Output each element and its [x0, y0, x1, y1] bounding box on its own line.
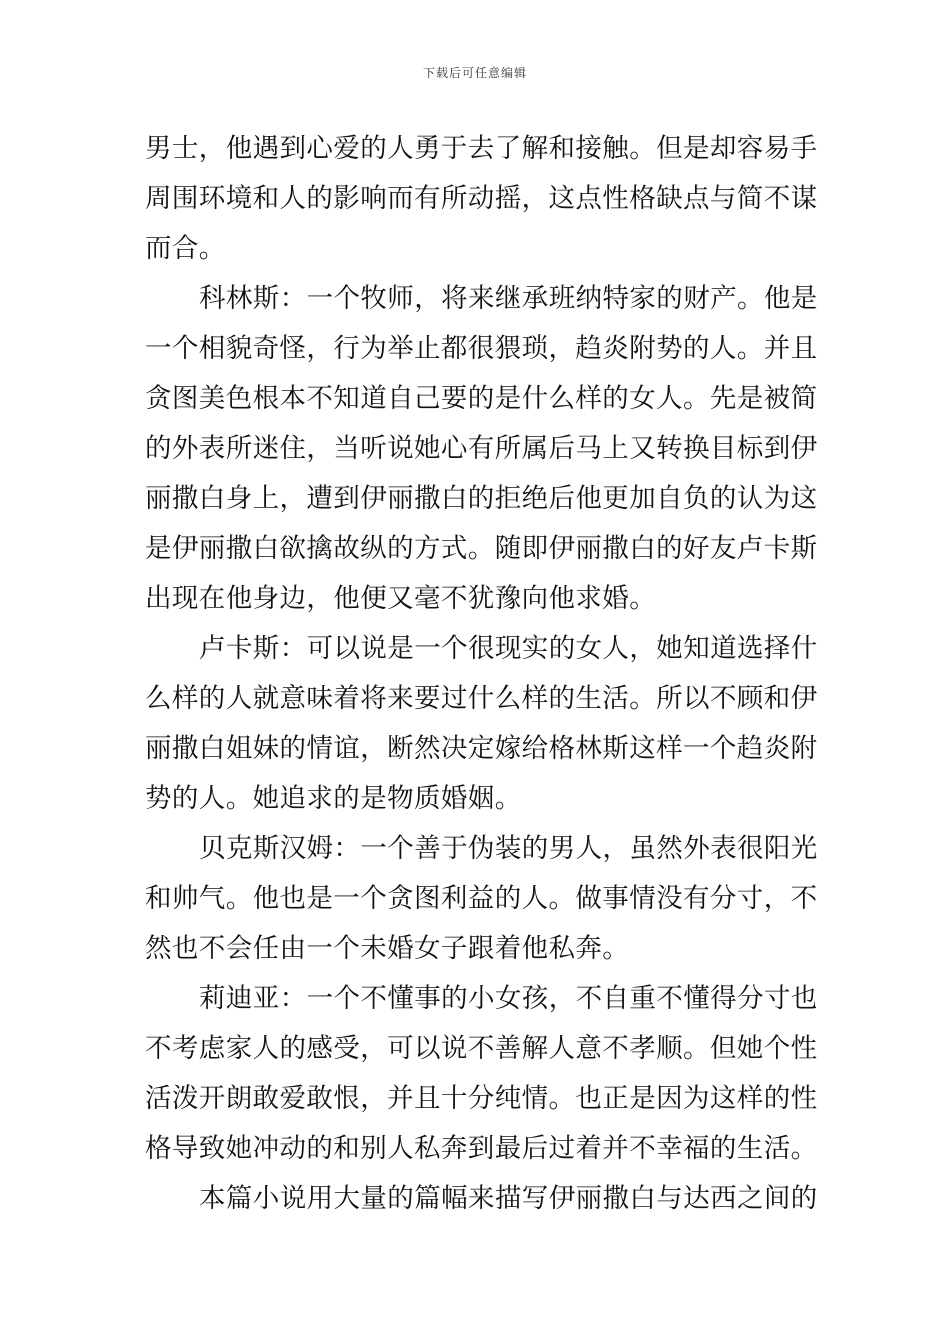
text-line: 一个相貌奇怪，行为举止都很猥琐，趋炎附势的人。并且 — [145, 333, 818, 364]
text-line: 科林斯：一个牧师，将来继承班纳特家的财产。他是 — [199, 283, 818, 314]
text-line: 活泼开朗敢爱敢恨，并且十分纯情。也正是因为这样的性 — [145, 1083, 818, 1114]
text-line: 而合。 — [145, 233, 226, 264]
text-line: 和帅气。他也是一个贪图利益的人。做事情没有分寸，不 — [145, 883, 818, 914]
text-line: 不考虑家人的感受，可以说不善解人意不孝顺。但她个性 — [145, 1033, 818, 1064]
text-line: 丽撒白姐妹的情谊，断然决定嫁给格林斯这样一个趋炎附 — [145, 733, 818, 764]
text-line: 贪图美色根本不知道自己要的是什么样的女人。先是被简 — [145, 383, 818, 414]
text-line: 男士，他遇到心爱的人勇于去了解和接触。但是却容易手 — [145, 133, 818, 164]
page-header: 下载后可任意编辑 — [422, 66, 527, 80]
text-line: 周围环境和人的影响而有所动摇，这点性格缺点与简不谋 — [145, 183, 818, 214]
text-line: 然也不会任由一个未婚女子跟着他私奔。 — [145, 933, 630, 964]
text-line: 贝克斯汉姆：一个善于伪装的男人，虽然外表很阳光 — [199, 833, 818, 864]
text-line: 卢卡斯：可以说是一个很现实的女人，她知道选择什 — [199, 633, 818, 664]
text-line: 出现在他身边，他便又毫不犹豫向他求婚。 — [145, 583, 657, 614]
document-body — [145, 124, 818, 1224]
text-line: 的外表所迷住，当听说她心有所属后马上又转换目标到伊 — [145, 433, 818, 464]
text-line: 本篇小说用大量的篇幅来描写伊丽撒白与达西之间的 — [199, 1183, 818, 1214]
text-line: 格导致她冲动的和别人私奔到最后过着并不幸福的生活。 — [145, 1133, 818, 1164]
text-line: 么样的人就意味着将来要过什么样的生活。所以不顾和伊 — [145, 683, 818, 714]
text-line: 莉迪亚：一个不懂事的小女孩，不自重不懂得分寸也 — [199, 983, 818, 1014]
text-line: 是伊丽撒白欲擒故纵的方式。随即伊丽撒白的好友卢卡斯 — [145, 533, 818, 564]
text-line: 势的人。她追求的是物质婚姻。 — [145, 783, 522, 814]
text-line: 丽撒白身上，遭到伊丽撒白的拒绝后他更加自负的认为这 — [145, 483, 818, 514]
